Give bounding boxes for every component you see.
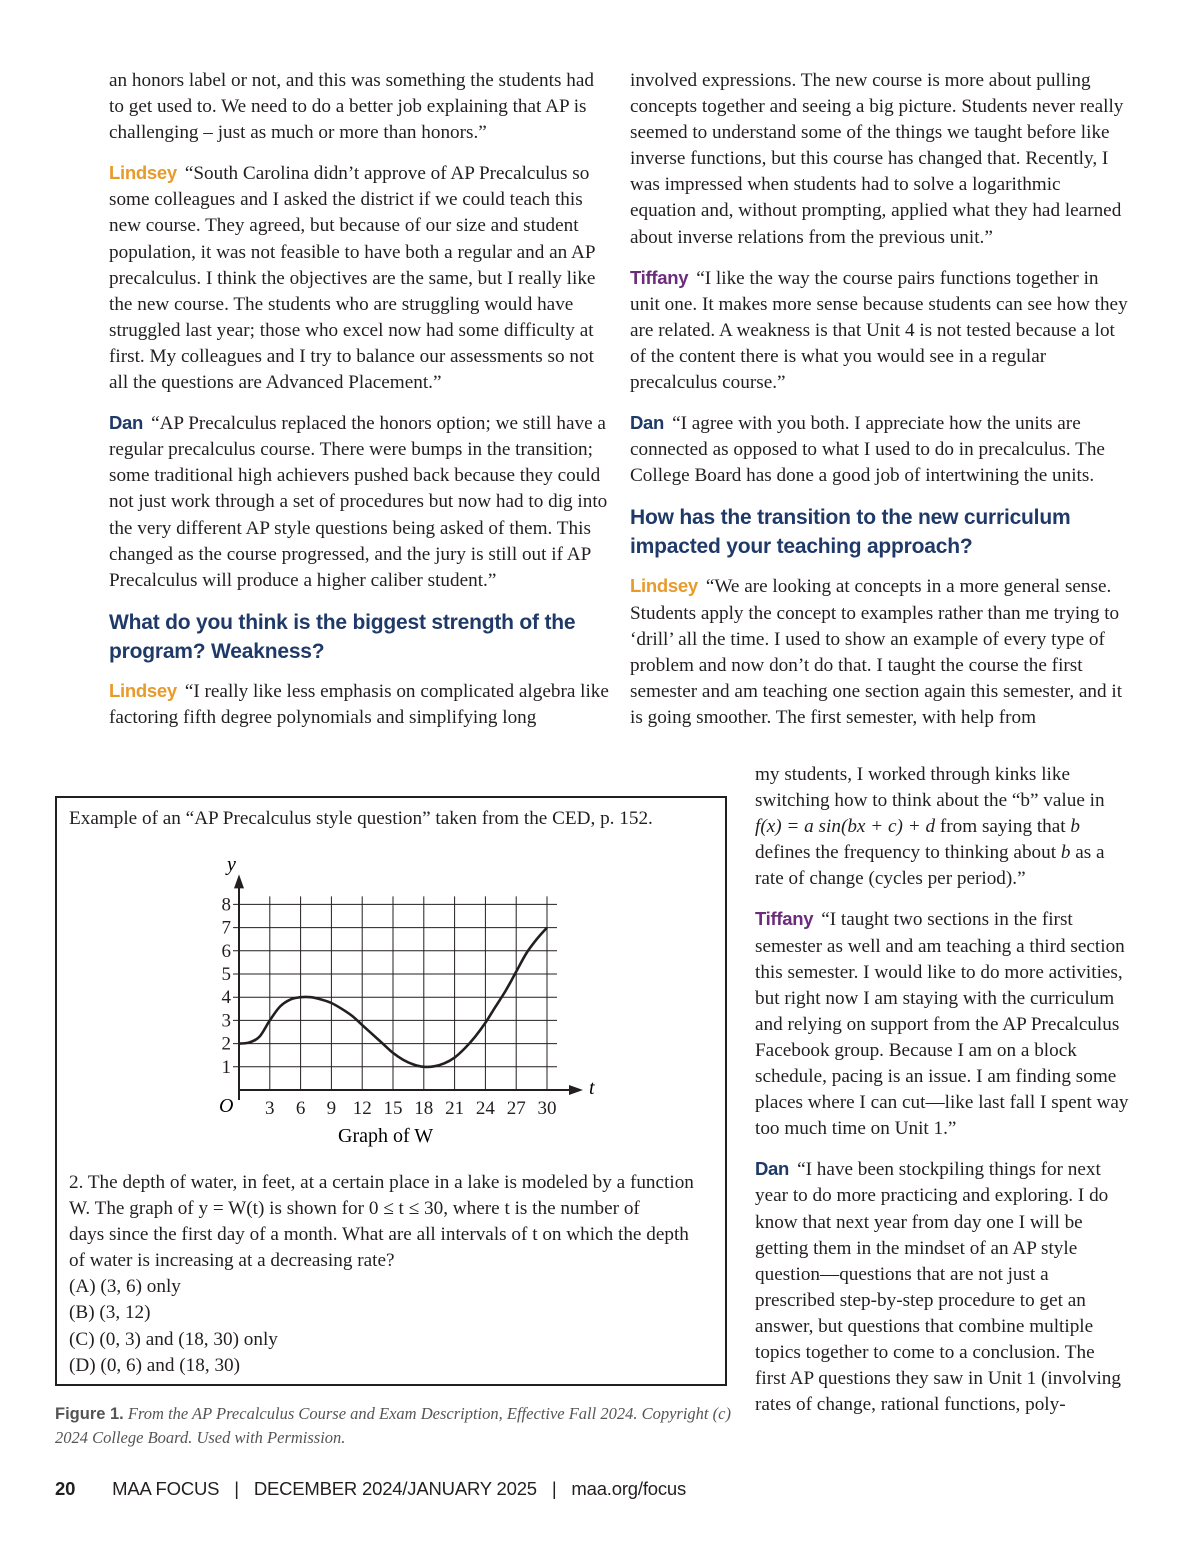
figure-caption — [55, 1402, 735, 1449]
left-paragraph-4-text: “I really like less emphasis on complicated algebra like factoring fifth degree polynomials and simplifying long — [109, 680, 609, 728]
speaker-dan: Dan — [109, 412, 144, 434]
left-paragraph-2 — [109, 160, 609, 396]
right-paragraph-1: involved expressions. The new course is more about pulling concepts together and seeing a big picture. Students never really seemed to understand some of the things we taught before like inverse functions, but this course has changed that. Recently, I was impressed when students had to solve a logarithmic equation and, without prompting, applied what they had learned about inverse relations from the previous unit.” — [630, 70, 1124, 248]
narrow-text-b: from saying that — [939, 816, 1066, 838]
narrow-text-d: as a rate of change (cycles per period).” — [755, 842, 1105, 890]
speaker-tiffany: Tiffany — [755, 908, 814, 930]
narrow-text-a: my students, I worked through kinks like switching how to think about the “b” value in — [755, 764, 1105, 812]
problem-line-1: 2. The depth of water, in feet, at a certain place in a lake is modeled by a function — [69, 1172, 694, 1193]
right-paragraph-3 — [630, 410, 1130, 489]
formula: f(x) = a sin(bx + c) + d — [755, 816, 936, 838]
y-tick-label: 7 — [221, 917, 231, 939]
choice-d: (D) (0, 6) and (18, 30) — [69, 1354, 241, 1376]
footer — [55, 1478, 686, 1500]
variable-b: b — [1070, 816, 1080, 838]
figure-box — [55, 796, 727, 1386]
narrow-paragraph-1 — [755, 762, 1130, 892]
y-tick-label: 6 — [221, 940, 231, 962]
question-heading-2: How has the transition to the new curriculum impacted your teaching approach? — [630, 506, 1071, 559]
origin-label: O — [219, 1095, 234, 1117]
right-column — [630, 68, 1130, 745]
problem-line-2: W. The graph of y = W(t) is shown for 0 ≤ t ≤ 30, where t is the number of — [69, 1198, 640, 1220]
x-tick-label: 24 — [475, 1098, 495, 1119]
left-column — [109, 68, 609, 745]
left-paragraph-4 — [109, 678, 609, 731]
y-axis-arrow — [234, 874, 244, 888]
issue-date: DECEMBER 2024/JANUARY 2025 — [253, 1478, 537, 1499]
narrow-paragraph-2 — [755, 906, 1130, 1142]
left-paragraph-3-text: “AP Precalculus replaced the honors option; we still have a regular precalculus course. There were bumps in the transition; some traditional high achievers pushed back because they could not just work through a set of procedures but now had to dig into the very different AP style questions being asked of them. This changed as the course progressed, and the jury is still out if AP Precalculus will produce a higher caliber student.” — [109, 413, 608, 591]
left-paragraph-1: an honors label or not, and this was something the students had to get used to. We need to do a better job explaining that AP is challenging – just as much or more than honors.” — [109, 70, 594, 144]
variable-b: b — [1060, 842, 1071, 864]
y-axis-label: y — [227, 853, 236, 876]
x-tick-label: 18 — [414, 1098, 434, 1119]
narrow-paragraph-3 — [755, 1156, 1130, 1418]
x-tick-label: 30 — [537, 1098, 557, 1119]
x-axis-label: t — [589, 1077, 595, 1099]
x-tick-label: 9 — [326, 1098, 337, 1119]
choice-a: (A) (3, 6) only — [69, 1276, 181, 1298]
speaker-lindsey: Lindsey — [630, 575, 698, 597]
footer-separator: | — [551, 1478, 557, 1499]
x-tick-label: 6 — [295, 1098, 306, 1119]
right-paragraph-2-text: “I like the way the course pairs functions together in unit one. It makes more sense because students can see how they are related. A weakness is that Unit 4 is not tested because a lot of the content there is what you would see in a regular precalculus course.” — [630, 267, 1128, 394]
y-tick-label: 8 — [221, 894, 231, 916]
page-number: 20 — [55, 1478, 76, 1499]
right-paragraph-2 — [630, 265, 1130, 396]
right-paragraph-4-text: “We are looking at concepts in a more general sense. Students apply the concept to examples rather than me trying to ‘drill’ all the time. I used to show an example of every type of problem and now don’t do that. I taught the course the first semester and am teaching one section again this semester, and it is going smoother. The first semester, with help from — [630, 576, 1123, 728]
speaker-dan: Dan — [755, 1158, 790, 1180]
narrow-paragraph-2-text: “I taught two sections in the first semester as well and am teaching a third section this semester. I would like to do more activities, but right now I am staying with the curriculum and relying on support from the AP Precalculus Facebook group. Because I am on a block schedule, pacing is an issue. I am finding some places where I can cut—like last fall I spent way too much time on Unit 1.” — [755, 909, 1129, 1140]
question-heading-1: What do you think is the biggest strength of the program? Weakness? — [109, 610, 576, 663]
right-paragraph-4 — [630, 573, 1130, 731]
y-tick-label: 4 — [221, 987, 231, 1009]
footer-separator: | — [234, 1478, 239, 1499]
choice-c: (C) (0, 3) and (18, 30) only — [69, 1328, 278, 1350]
speaker-dan: Dan — [630, 412, 665, 434]
speaker-lindsey: Lindsey — [109, 162, 177, 184]
footer-url: maa.org/focus — [571, 1478, 687, 1499]
figure-label: Figure 1. — [55, 1405, 124, 1423]
problem-line-4: of water is increasing at a decreasing rate? — [69, 1250, 395, 1272]
problem-text — [69, 1170, 721, 1379]
y-tick-label: 3 — [221, 1010, 231, 1032]
x-tick-label: 21 — [445, 1098, 465, 1119]
y-tick-label: 2 — [221, 1033, 231, 1055]
right-narrow-column — [755, 762, 1130, 1432]
x-tick-label: 15 — [383, 1098, 403, 1119]
left-paragraph-3 — [109, 410, 609, 594]
x-tick-label: 27 — [506, 1098, 526, 1119]
figure-header: Example of an “AP Precalculus style question” taken from the CED, p. 152. — [69, 808, 653, 829]
figure-caption-text: From the AP Precalculus Course and Exam Description, Effective Fall 2024. Copyright (c) 2024 College Board. Used with Permission. — [55, 1404, 731, 1447]
left-paragraph-2-text: “South Carolina didn’t approve of AP Precalculus so some colleagues and I asked the district if we could teach this new course. They agreed, but because of our size and student population, it was not feasible to have both a regular and an AP precalculus. I think the objectives are the same, but I really like the new course. The students who are struggling would have struggled last year; those who excel now had some difficulty at first. My colleagues and I try to balance our assessments so not all the questions are Advanced Placement.” — [109, 163, 596, 394]
right-paragraph-3-text: “I agree with you both. I appreciate how the units are connected as opposed to what I used to do in precalculus. The College Board has done a good job of intertwining the units. — [630, 413, 1105, 487]
problem-line-3: days since the first day of a month. What are all intervals of t on which the depth — [69, 1224, 689, 1246]
y-tick-label: 1 — [221, 1056, 231, 1078]
x-tick-label: 12 — [352, 1098, 372, 1119]
speaker-lindsey: Lindsey — [109, 679, 177, 701]
x-axis-arrow — [569, 1085, 583, 1095]
x-tick-label: 3 — [265, 1098, 275, 1119]
magazine-name: MAA FOCUS — [112, 1478, 220, 1499]
y-tick-label: 5 — [221, 964, 231, 985]
narrow-paragraph-3-text: “I have been stockpiling things for next year to do more practicing and exploring. I do know that next year from day one I will be getting them in the mindset of an AP style question—questions that are not just a prescribed step-by-step procedure to get an answer, but questions that combine multiple topics together to come to a conclusion. The first AP questions they saw in Unit 1 (involving rates of change, rational functions, poly- — [755, 1159, 1121, 1416]
graph-of-w — [57, 838, 725, 1168]
chart-title: Graph of W — [338, 1125, 434, 1147]
speaker-tiffany: Tiffany — [630, 266, 689, 288]
narrow-text-c: defines the frequency to thinking about — [755, 842, 1057, 864]
choice-b: (B) (3, 12) — [69, 1302, 151, 1324]
